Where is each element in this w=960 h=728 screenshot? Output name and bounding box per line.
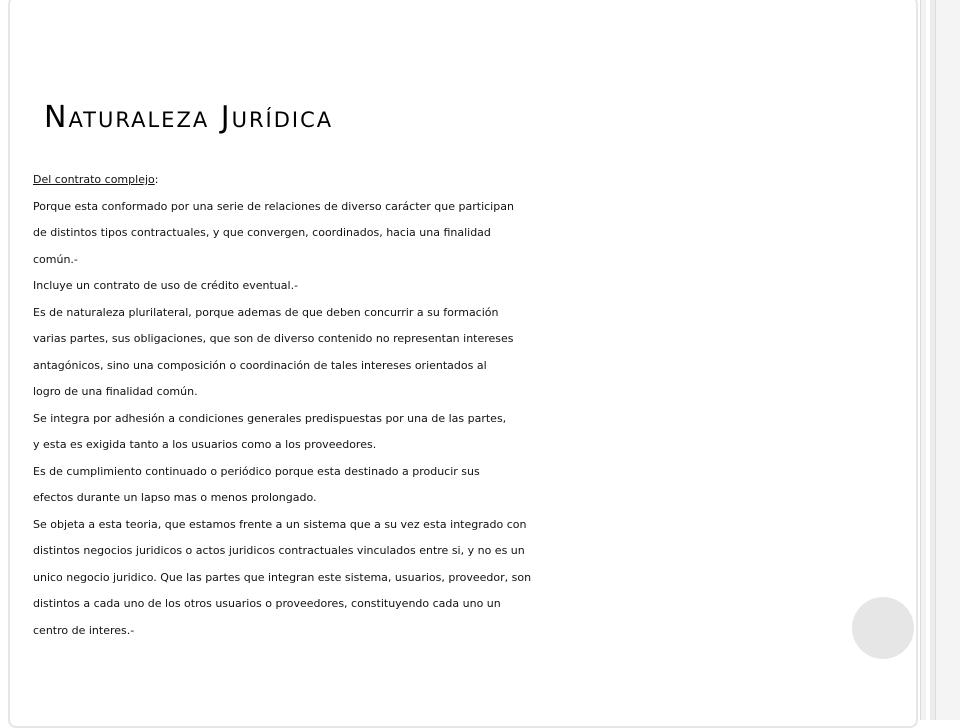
- side-stripe: [936, 0, 960, 720]
- side-divider: [935, 0, 936, 720]
- body-line: y esta es exigida tanto a los usuarios como a los proveedores.: [33, 438, 377, 451]
- body-line: distintos negocios juridicos o actos juridicos contractuales vinculados entre si, y no es un: [33, 544, 525, 557]
- slide-body: [33, 167, 913, 644]
- body-line: Incluye un contrato de uso de crédito eventual.-: [33, 279, 299, 292]
- body-heading: Del contrato complejo: [33, 173, 155, 186]
- body-line: centro de interes.-: [33, 623, 135, 637]
- body-line: Se integra por adhesión a condiciones generales predispuestas por una de las partes,: [33, 411, 507, 425]
- body-line: Se objeta a esta teoria, que estamos frente a un sistema que a su vez esta integrado con: [33, 517, 527, 531]
- body-heading-line: [33, 167, 913, 194]
- body-line: efectos durante un lapso mas o menos prolongado.: [33, 491, 317, 504]
- body-heading-colon: :: [154, 173, 159, 186]
- body-line: Es de cumplimiento continuado o periódico porque esta destinado a producir sus: [33, 464, 480, 478]
- body-line: común.-: [33, 252, 78, 266]
- body-line: de distintos tipos contractuales, y que convergen, coordinados, hacia una finalidad: [33, 226, 491, 239]
- body-line: varias partes, sus obligaciones, que son de diverso contenido no representan intereses: [33, 332, 514, 345]
- body-line: logro de una finalidad común.: [33, 385, 198, 398]
- body-line: distintos a cada uno de los otros usuarios o proveedores, constituyendo cada uno un: [33, 597, 501, 610]
- body-line: antagónicos, sino una composición o coordinación de tales intereses orientados al: [33, 358, 487, 372]
- body-line: unico negocio juridico. Que las partes que integran este sistema, usuarios, proveedor, son: [33, 570, 532, 584]
- body-line: Es de naturaleza plurilateral, porque ademas de que deben concurrir a su formación: [33, 305, 499, 319]
- side-divider: [920, 0, 921, 720]
- slide-title: Naturaleza Jurídica: [44, 100, 334, 135]
- body-line: Porque esta conformado por una serie de relaciones de diverso carácter que participan: [33, 199, 514, 213]
